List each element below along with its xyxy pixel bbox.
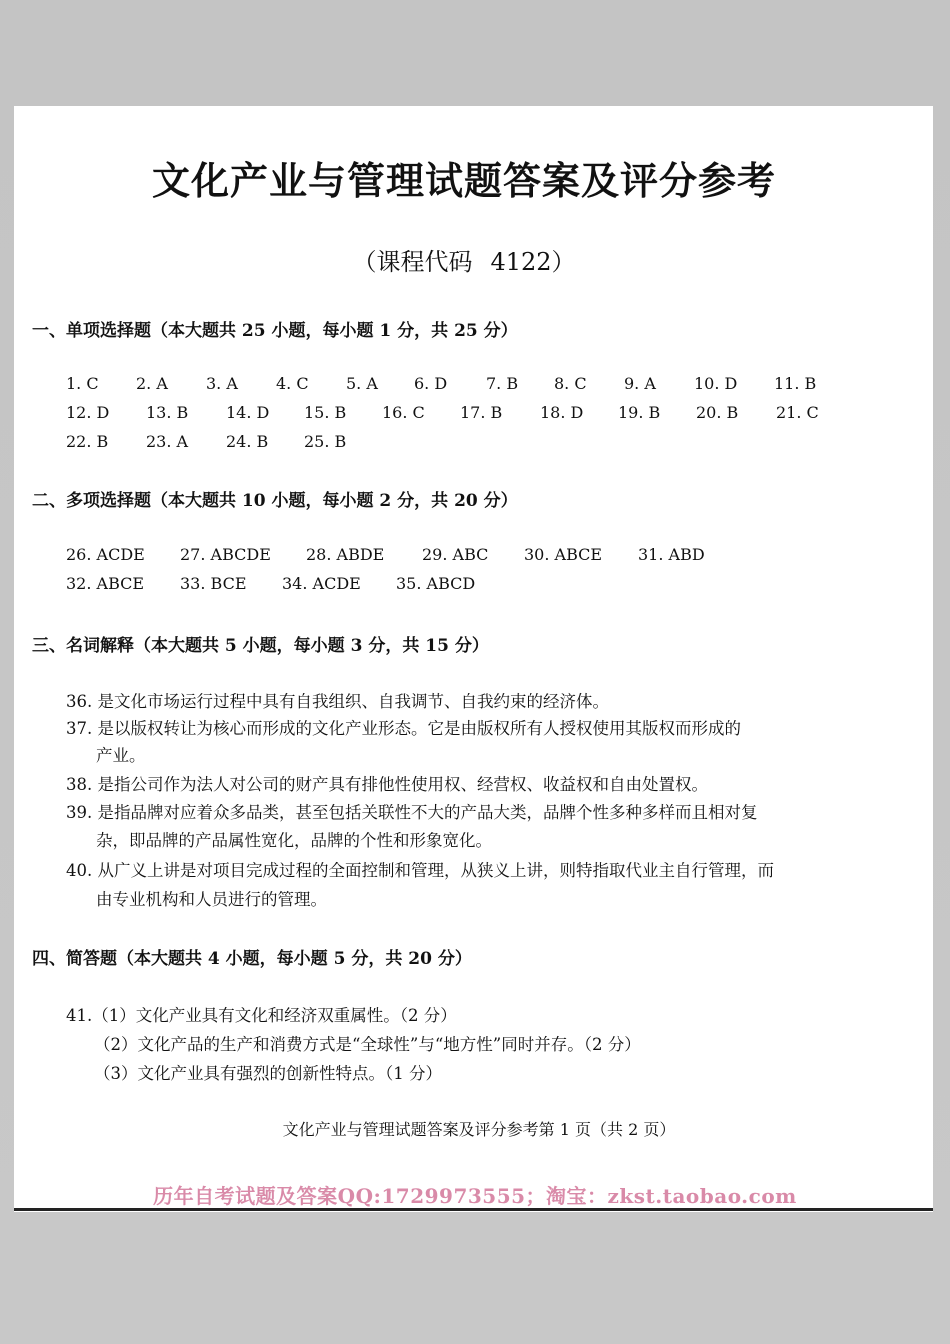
short-answer-41-2: （2）文化产品的生产和消费方式是“全球性”与“地方性”同时并存。（2 分） [94, 1035, 641, 1054]
answer-item: 29. ABC [422, 545, 489, 564]
answer-item: 27. ABCDE [180, 545, 271, 564]
page-title: 文化产业与管理试题答案及评分参考 [151, 158, 776, 203]
course-code [14, 242, 914, 277]
definition-39: 39. 是指品牌对应着众多品类，甚至包括关联性不大的产品大类，品牌个性多种多样而且相对复 [66, 803, 758, 822]
answer-item: 17. B [460, 403, 503, 422]
answer-item: 7. B [486, 374, 519, 393]
watermark-text: 历年自考试题及答案QQ:1729973555；淘宝：zkst.taobao.com [153, 1184, 797, 1208]
answer-item: 26. ACDE [66, 545, 145, 564]
answer-item: 21. C [776, 403, 819, 422]
answer-item: 6. D [414, 374, 448, 393]
answer-item: 10. D [694, 374, 738, 393]
answer-item: 2. A [136, 374, 168, 393]
answer-item: 3. A [206, 374, 238, 393]
answer-item: 20. B [696, 403, 739, 422]
answer-item: 5. A [346, 374, 378, 393]
answer-item: 16. C [382, 403, 425, 422]
course-number: 4122） [490, 248, 576, 276]
section-heading-multiple-choice: 二、多项选择题（本大题共 10 小题，每小题 2 分，共 20 分） [32, 491, 518, 511]
section-heading-single-choice: 一、单项选择题（本大题共 25 小题，每小题 1 分，共 25 分） [32, 321, 518, 341]
answer-sheet [14, 106, 933, 1212]
definition-40: 40. 从广义上讲是对项目完成过程的全面控制和管理，从狭义上讲，则特指取代业主自行管理，而 [66, 861, 774, 880]
answer-item: 9. A [624, 374, 656, 393]
answer-item: 34. ACDE [282, 574, 361, 593]
definition-36: 36. 是文化市场运行过程中具有自我组织、自我调节、自我约束的经济体。 [66, 692, 609, 711]
answer-item: 8. C [554, 374, 587, 393]
answer-item: 15. B [304, 403, 347, 422]
answer-item: 25. B [304, 432, 347, 451]
answer-item: 33. BCE [180, 574, 247, 593]
answer-item: 24. B [226, 432, 269, 451]
answer-item: 23. A [146, 432, 189, 451]
answer-item: 30. ABCE [524, 545, 603, 564]
answer-item: 4. C [276, 374, 309, 393]
section-heading-definitions: 三、名词解释（本大题共 5 小题，每小题 3 分，共 15 分） [32, 636, 489, 656]
answer-item: 28. ABDE [306, 545, 385, 564]
definition-38: 38. 是指公司作为法人对公司的财产具有排他性使用权、经营权、收益权和自由处置权。 [66, 775, 708, 794]
answer-item: 35. ABCD [396, 574, 476, 593]
short-answer-41-1: 41.（1）文化产业具有文化和经济双重属性。（2 分） [66, 1006, 457, 1025]
page-footer: 文化产业与管理试题答案及评分参考第 1 页（共 2 页） [282, 1120, 676, 1139]
definition-37-continued: 产业。 [96, 746, 146, 765]
answer-item: 12. D [66, 403, 110, 422]
definition-40-continued: 由专业机构和人员进行的管理。 [96, 890, 327, 909]
answer-item: 32. ABCE [66, 574, 145, 593]
answer-item: 11. B [774, 374, 817, 393]
short-answer-41-3: （3）文化产业具有强烈的创新性特点。（1 分） [94, 1064, 442, 1083]
answer-item: 14. D [226, 403, 270, 422]
definition-39-continued: 杂，即品牌的产品属性宽化，品牌的个性和形象宽化。 [96, 831, 492, 850]
answer-item: 18. D [540, 403, 584, 422]
answer-item: 31. ABD [638, 545, 705, 564]
answer-item: 19. B [618, 403, 661, 422]
answer-item: 22. B [66, 432, 109, 451]
answer-item: 13. B [146, 403, 189, 422]
course-label: （课程代码 [352, 248, 473, 276]
answer-item: 1. C [66, 374, 99, 393]
section-heading-short-answer: 四、简答题（本大题共 4 小题，每小题 5 分，共 20 分） [32, 949, 472, 969]
definition-37: 37. 是以版权转让为核心而形成的文化产业形态。它是由版权所有人授权使用其版权而形成的 [66, 719, 741, 738]
